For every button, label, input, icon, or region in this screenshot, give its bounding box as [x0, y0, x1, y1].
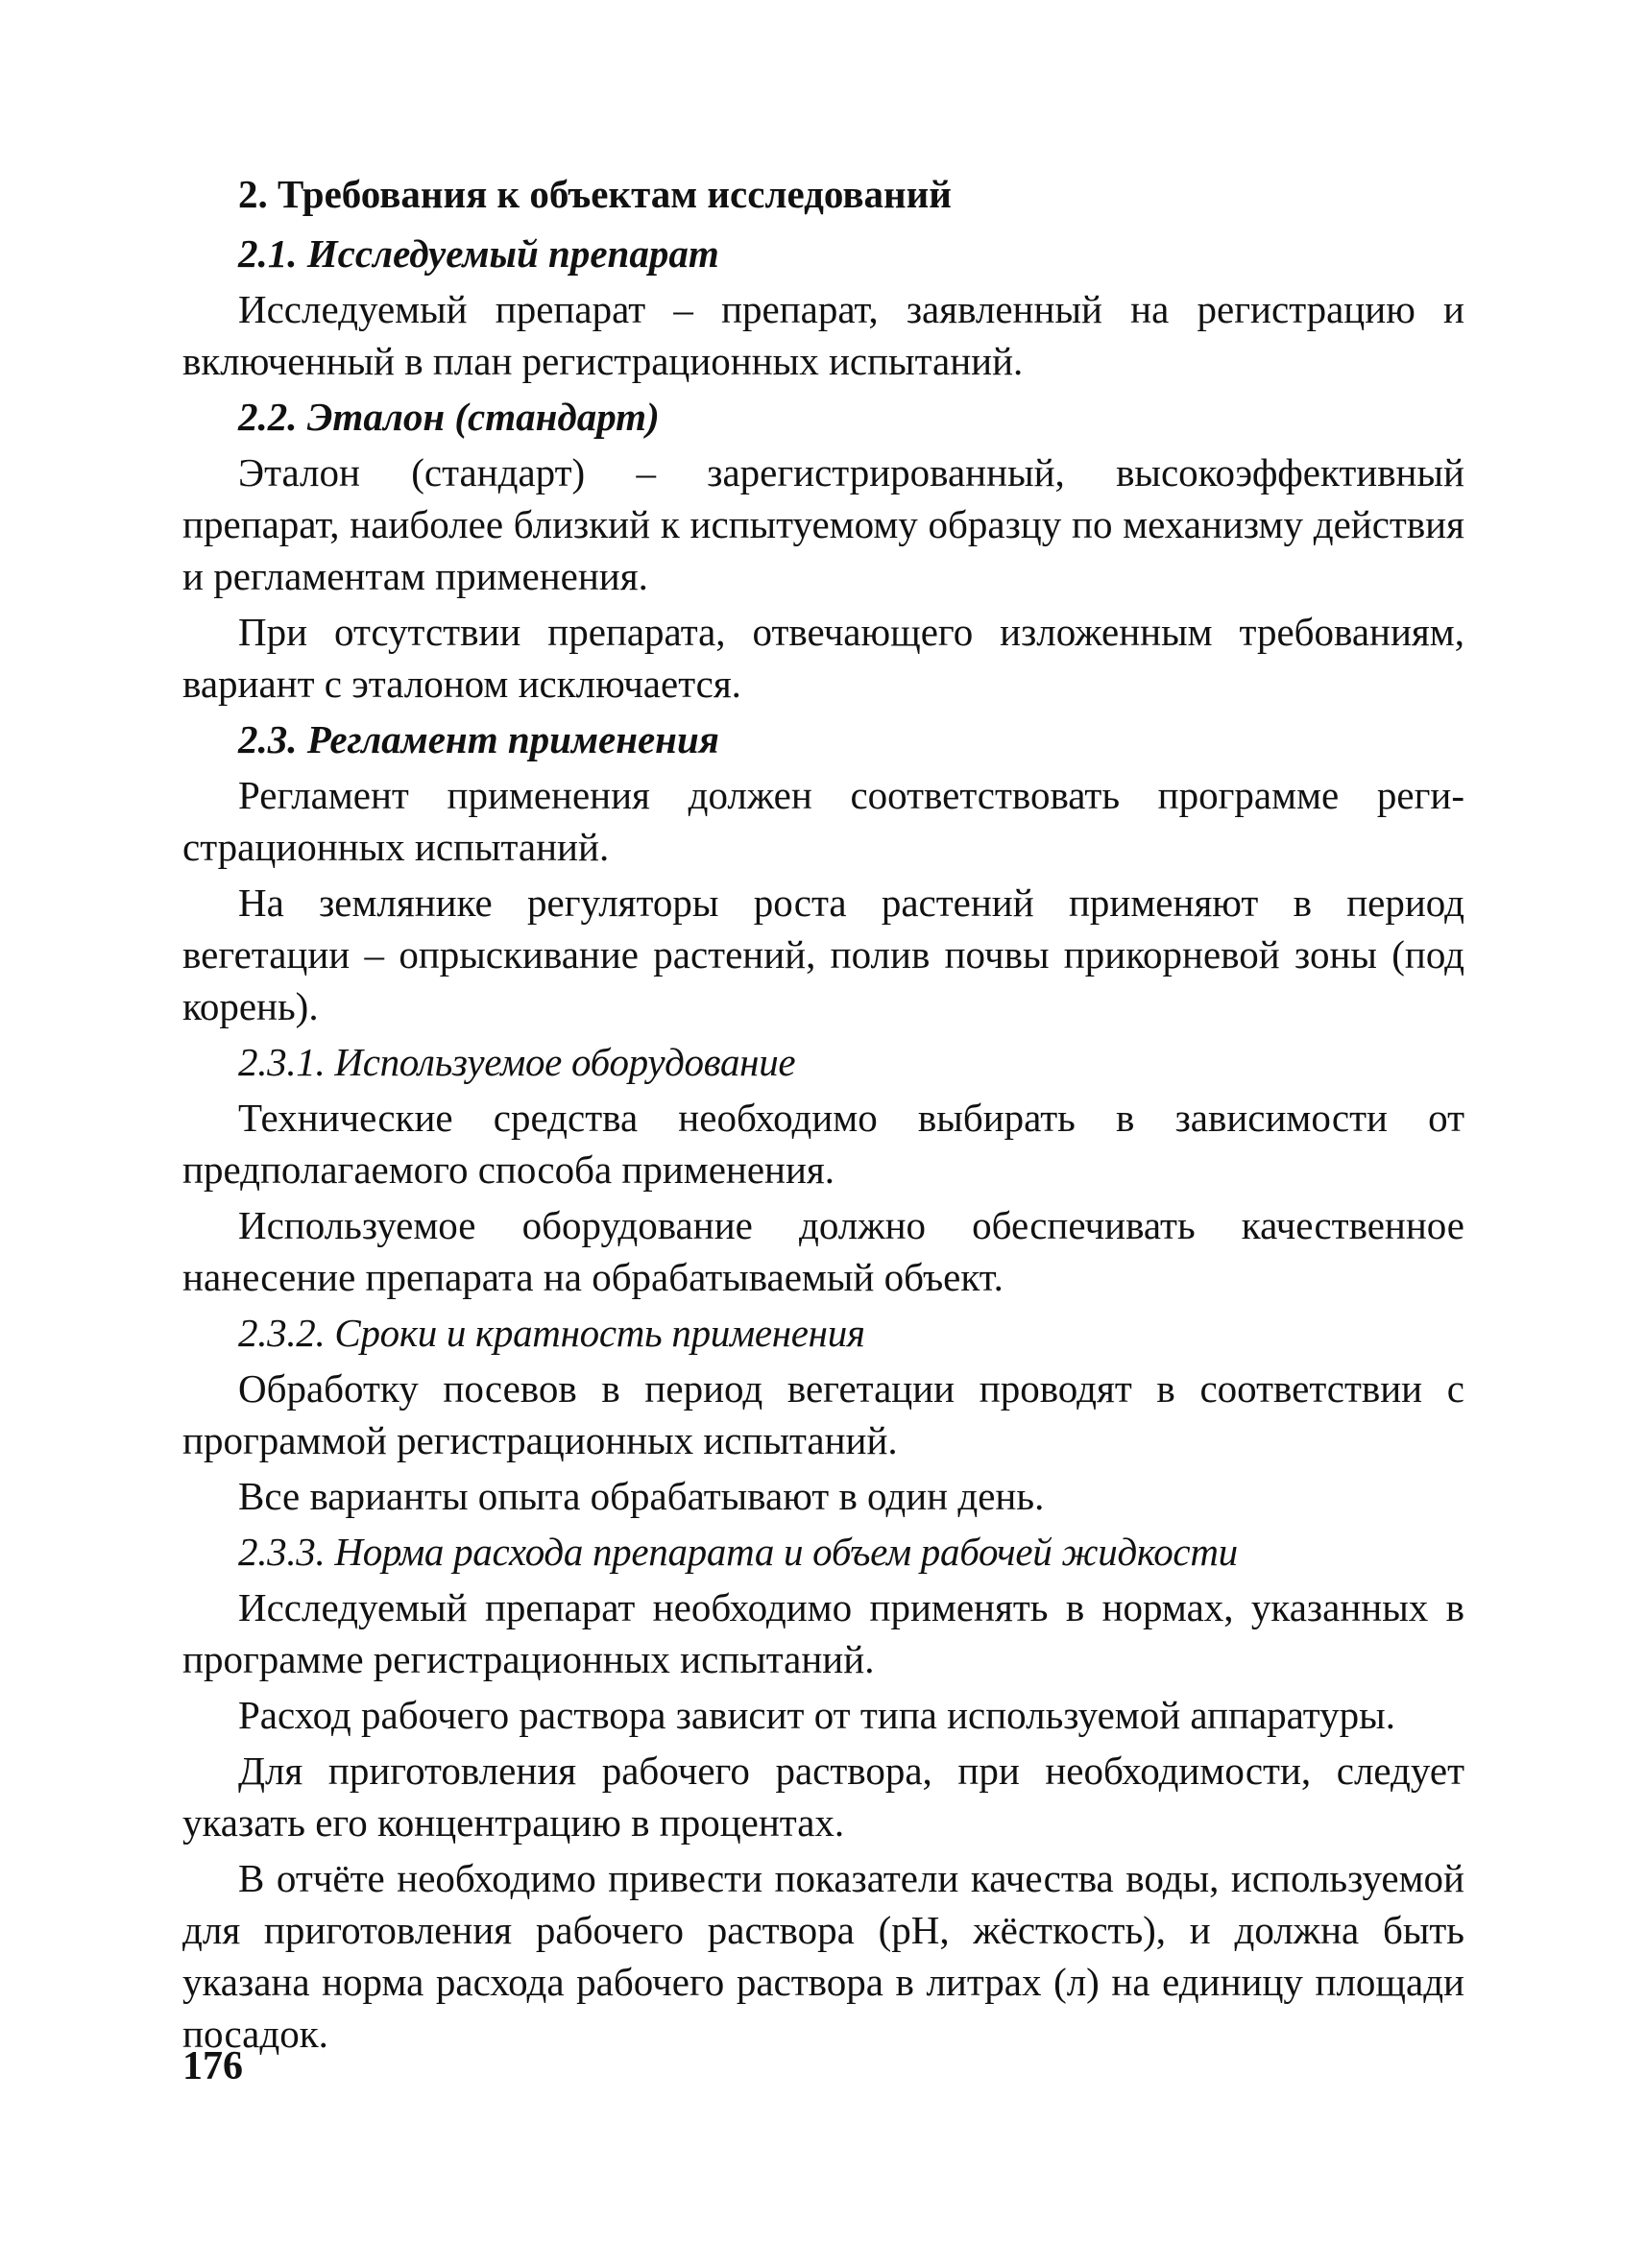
section-title: 2. Требования к объектам исследований — [238, 172, 952, 216]
paragraph: Исследуемый препарат необходимо применять в нормах, указанных в программе регистрационных испытаний. — [182, 1585, 1464, 1681]
page-number: 176 — [182, 2044, 243, 2088]
paragraph: На землянике регуляторы роста растений применяют в период вегетации – опрыскивание растений, полив почвы прикорневой зоны (под корень). — [182, 881, 1464, 1028]
paragraph: Для приготовления рабочего раствора, при необходимости, следует указать его концентрацию в процентах. — [182, 1749, 1464, 1845]
paragraph: Все варианты опыта обрабатывают в один день. — [238, 1474, 1045, 1518]
page-content — [182, 168, 1464, 2063]
paragraph: Обработку посевов в период вегетации проводят в соответствии с программой регистрационных испытаний. — [182, 1366, 1464, 1462]
paragraph: Регламент применения должен соответствовать программе регистрационных испытаний. — [182, 773, 1464, 869]
paragraph: При отсутствии препарата, отвечающего изложенным требованиям, вариант с эталоном исключается. — [182, 610, 1464, 706]
paragraph: В отчёте необходимо привести показатели качества воды, используемой для приготовления рабочего раствора (рН, жёсткость), и должна быть указана норма расхода рабочего раствора в литрах (л) на единицу площади посадок. — [182, 1856, 1464, 2056]
paragraph: Технические средства необходимо выбирать в зависимости от предполагаемого способа применения. — [182, 1096, 1464, 1192]
paragraph: Используемое оборудование должно обеспечивать качественное нанесение препарата на обрабатываемый объект. — [182, 1203, 1464, 1299]
subsection-title-2-3-2: 2.3.2. Сроки и кратность применения — [238, 1311, 865, 1355]
paragraph: Исследуемый препарат – препарат, заявленный на регистрацию и включенный в план регистрационных испытаний. — [182, 287, 1464, 383]
subsection-title-2-1: 2.1. Исследуемый препарат — [238, 231, 719, 276]
subsection-title-2-2: 2.2. Эталон (стандарт) — [238, 395, 660, 439]
subsection-title-2-3-3: 2.3.3. Норма расхода препарата и объем рабочей жидкости — [238, 1530, 1238, 1574]
subsection-title-2-3-1: 2.3.1. Используемое оборудование — [238, 1040, 796, 1084]
paragraph: Расход рабочего раствора зависит от типа используемой аппаратуры. — [238, 1693, 1395, 1737]
paragraph: Эталон (стандарт) – зарегистрированный, высокоэффективный препарат, наиболее близкий к испытуемому образцу по механизму действия и регламентам применения. — [182, 450, 1464, 598]
subsection-title-2-3: 2.3. Регламент применения — [238, 717, 719, 761]
